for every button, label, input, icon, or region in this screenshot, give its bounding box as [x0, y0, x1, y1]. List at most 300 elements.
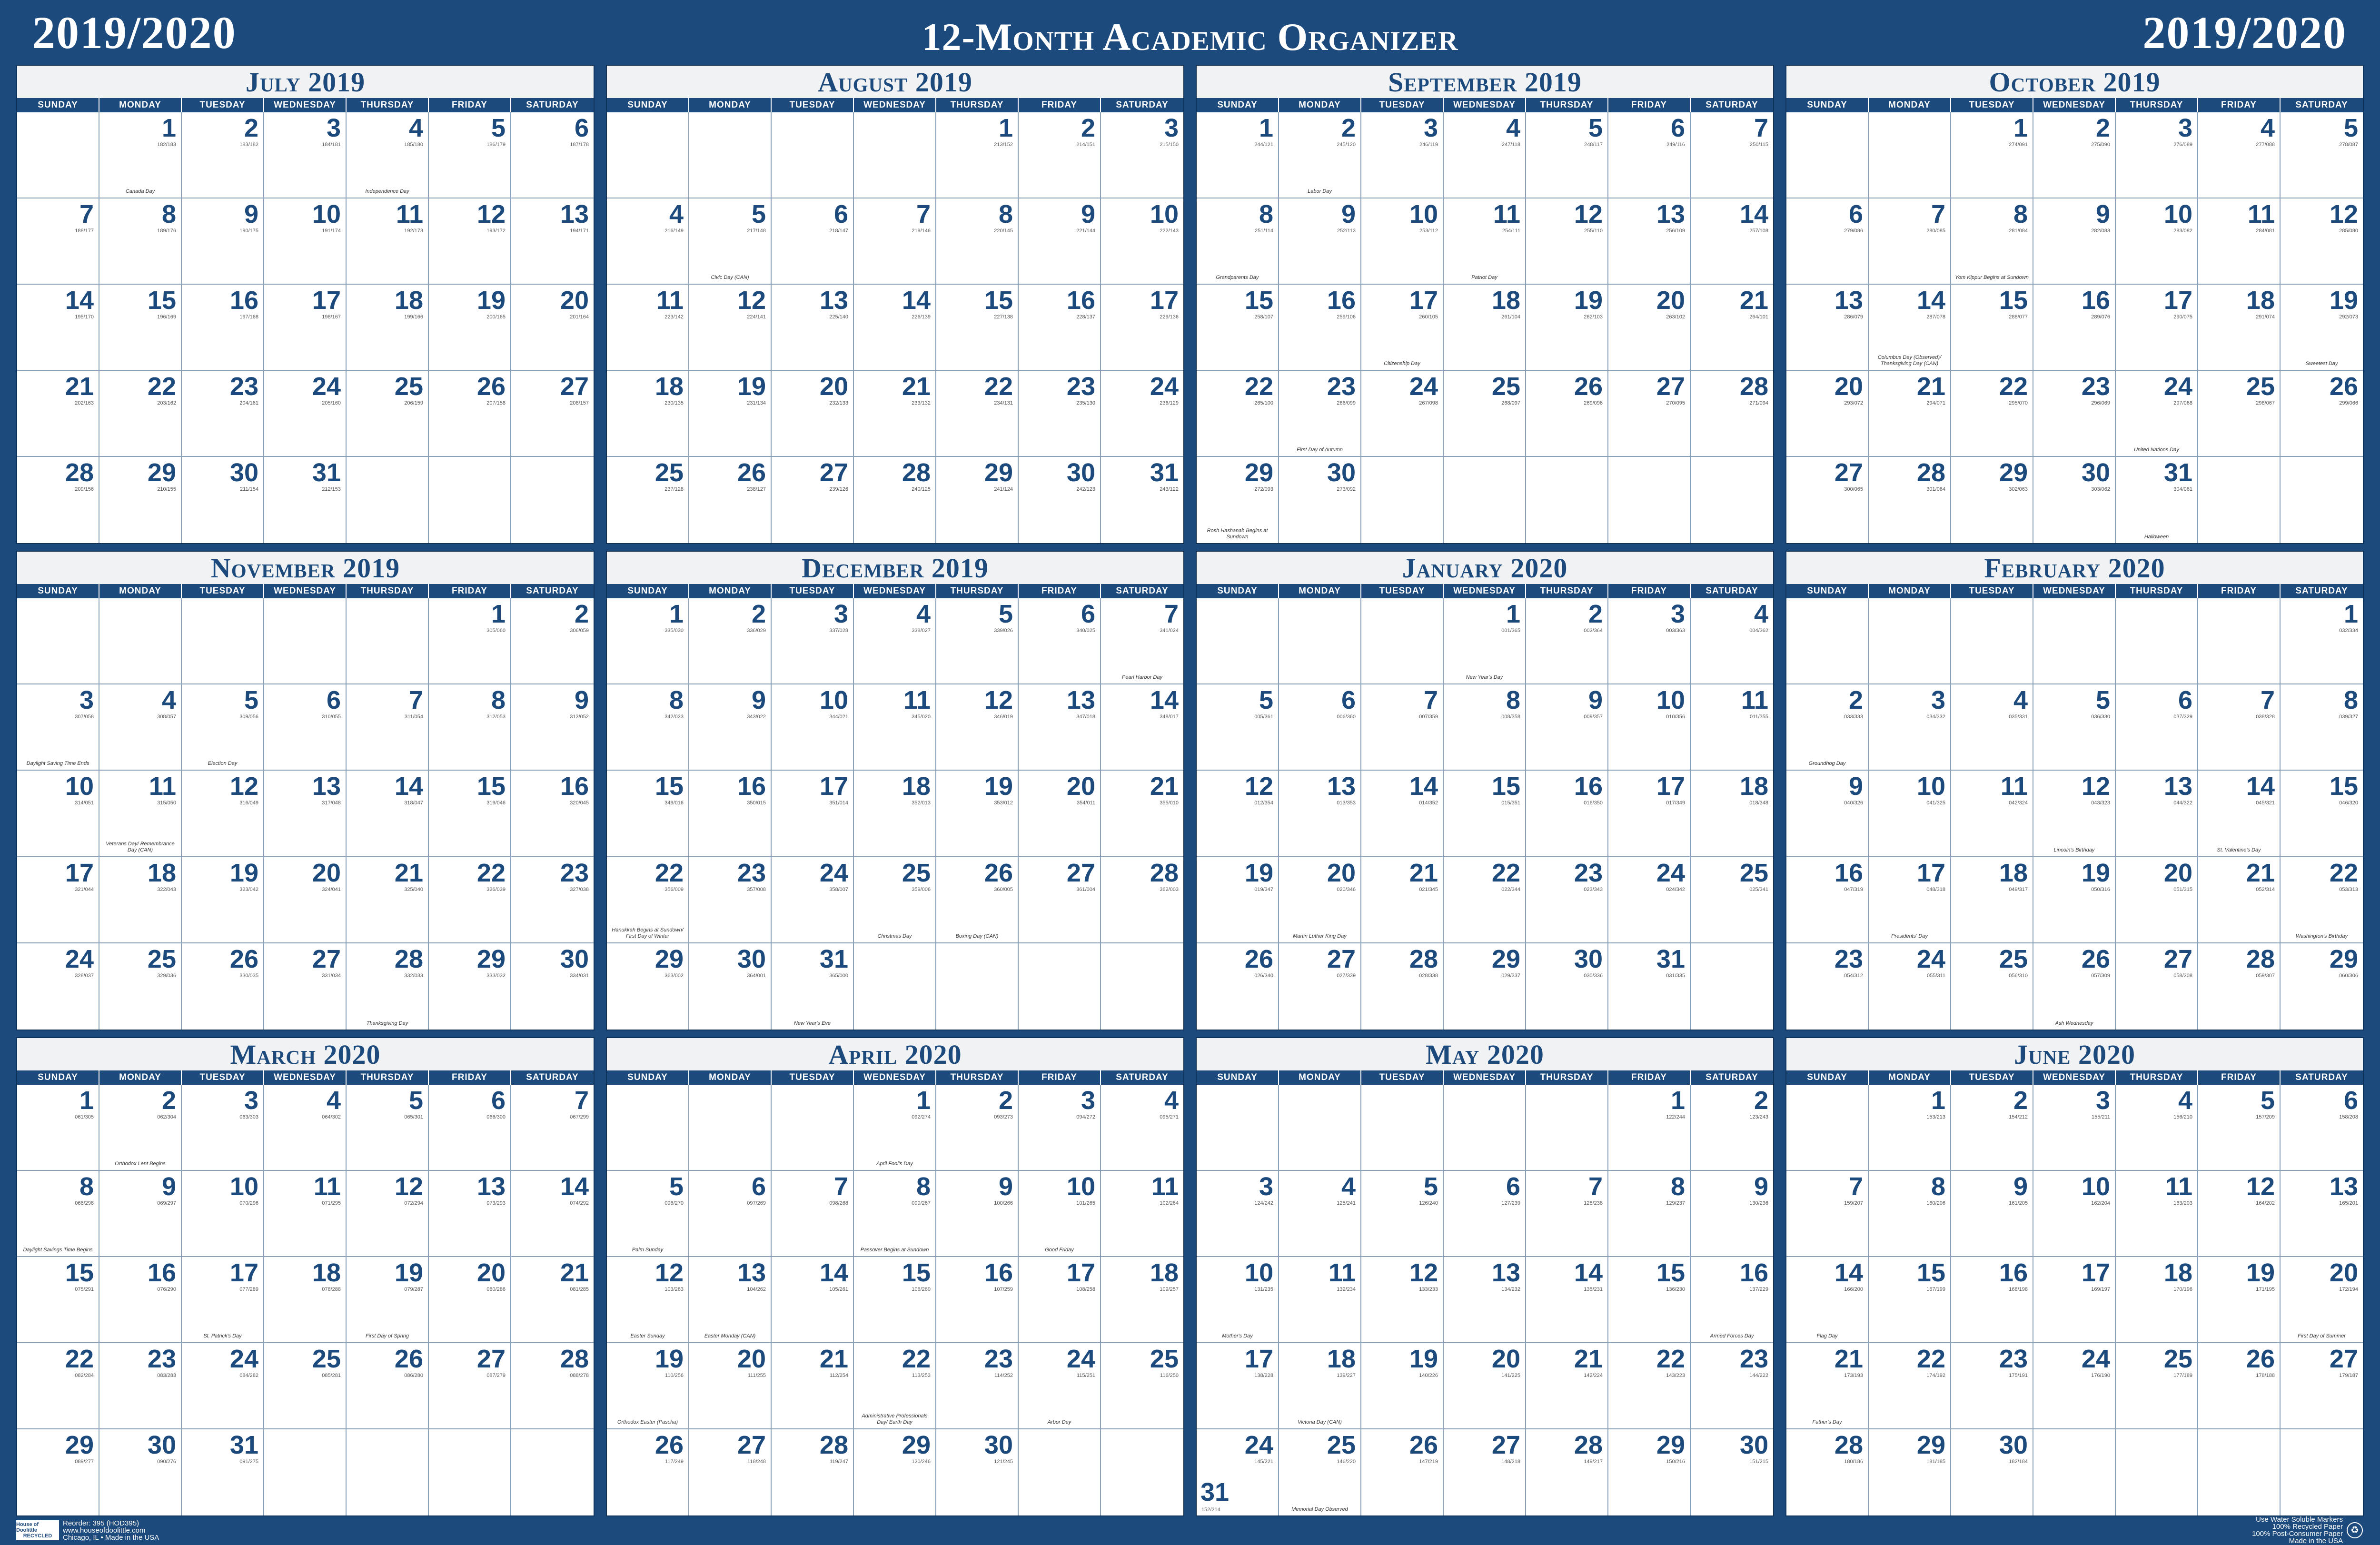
day-cell[interactable]: [689, 943, 772, 1030]
day-cell[interactable]: [1019, 371, 1101, 457]
day-cell[interactable]: [936, 1343, 1019, 1429]
day-cell[interactable]: [511, 198, 594, 285]
day-cell[interactable]: [1869, 371, 1951, 457]
day-cell[interactable]: [1526, 598, 1608, 684]
day-cell[interactable]: [1444, 1171, 1526, 1257]
day-cell[interactable]: [936, 857, 1019, 943]
day-cell[interactable]: [1361, 285, 1444, 371]
day-cell[interactable]: [511, 598, 594, 684]
day-cell[interactable]: [1951, 771, 2033, 857]
day-cell[interactable]: [2198, 1085, 2281, 1171]
day-cell[interactable]: [2116, 1171, 2198, 1257]
day-cell[interactable]: [1869, 1343, 1951, 1429]
day-cell[interactable]: [1101, 198, 1183, 285]
day-cell[interactable]: [1101, 112, 1183, 198]
day-cell[interactable]: [607, 457, 689, 543]
day-cell[interactable]: [689, 771, 772, 857]
day-cell[interactable]: [1019, 857, 1101, 943]
day-cell[interactable]: [429, 771, 511, 857]
day-cell[interactable]: [264, 1171, 347, 1257]
day-cell[interactable]: [182, 1429, 264, 1515]
day-cell[interactable]: [689, 1343, 772, 1429]
day-cell[interactable]: [772, 943, 854, 1030]
day-cell[interactable]: [1279, 457, 1361, 543]
day-cell[interactable]: [772, 1429, 854, 1515]
day-cell[interactable]: [182, 684, 264, 771]
day-cell[interactable]: [1361, 1171, 1444, 1257]
day-cell[interactable]: [1101, 1343, 1183, 1429]
day-cell[interactable]: [1101, 1171, 1183, 1257]
day-cell[interactable]: [1869, 1429, 1951, 1515]
day-cell[interactable]: [607, 285, 689, 371]
day-cell[interactable]: [1444, 1343, 1526, 1429]
day-cell[interactable]: [1197, 857, 1279, 943]
day-cell[interactable]: [1869, 1171, 1951, 1257]
day-cell[interactable]: [854, 1085, 936, 1171]
day-cell[interactable]: [1197, 457, 1279, 543]
day-cell[interactable]: [1019, 1343, 1101, 1429]
day-cell[interactable]: [347, 285, 429, 371]
day-cell[interactable]: [2281, 684, 2363, 771]
day-cell[interactable]: [1279, 198, 1361, 285]
day-cell[interactable]: [1691, 1429, 1773, 1515]
day-cell[interactable]: [1691, 198, 1773, 285]
day-cell[interactable]: [429, 1343, 511, 1429]
day-cell[interactable]: [429, 1171, 511, 1257]
day-cell[interactable]: [99, 285, 182, 371]
day-cell[interactable]: [264, 112, 347, 198]
day-cell[interactable]: [2116, 684, 2198, 771]
day-cell[interactable]: [1197, 943, 1279, 1030]
day-cell[interactable]: [1526, 112, 1608, 198]
day-cell[interactable]: [2116, 857, 2198, 943]
day-cell[interactable]: [772, 457, 854, 543]
day-cell[interactable]: [511, 112, 594, 198]
day-cell[interactable]: [264, 1257, 347, 1343]
day-cell[interactable]: [854, 457, 936, 543]
day-cell[interactable]: [1526, 857, 1608, 943]
day-cell[interactable]: [17, 1257, 99, 1343]
day-cell[interactable]: [511, 1171, 594, 1257]
day-cell[interactable]: [607, 1171, 689, 1257]
day-cell[interactable]: [2033, 198, 2116, 285]
day-cell[interactable]: [1444, 943, 1526, 1030]
day-cell[interactable]: [1444, 1429, 1526, 1515]
day-cell[interactable]: [1951, 457, 2033, 543]
day-cell[interactable]: [17, 198, 99, 285]
day-cell[interactable]: [2033, 857, 2116, 943]
day-cell[interactable]: [17, 285, 99, 371]
day-cell[interactable]: [1101, 684, 1183, 771]
day-cell[interactable]: [1869, 943, 1951, 1030]
day-cell[interactable]: [1361, 1343, 1444, 1429]
day-cell[interactable]: [1869, 457, 1951, 543]
day-cell[interactable]: [689, 1171, 772, 1257]
day-cell[interactable]: [772, 285, 854, 371]
day-cell[interactable]: [1951, 1171, 2033, 1257]
day-cell[interactable]: [429, 598, 511, 684]
day-cell[interactable]: [1691, 112, 1773, 198]
day-cell[interactable]: [1691, 857, 1773, 943]
day-cell[interactable]: [854, 771, 936, 857]
website-link[interactable]: www.houseofdoolittle.com: [63, 1526, 146, 1535]
day-cell[interactable]: [99, 943, 182, 1030]
day-cell[interactable]: [1101, 457, 1183, 543]
day-cell[interactable]: [607, 1429, 689, 1515]
day-cell[interactable]: [936, 1429, 1019, 1515]
day-cell[interactable]: [1019, 112, 1101, 198]
day-cell[interactable]: [429, 1257, 511, 1343]
day-cell[interactable]: [429, 112, 511, 198]
day-cell[interactable]: [2198, 857, 2281, 943]
day-cell[interactable]: [2033, 1257, 2116, 1343]
day-cell[interactable]: [936, 771, 1019, 857]
day-cell[interactable]: [2281, 198, 2363, 285]
day-cell[interactable]: [2116, 1343, 2198, 1429]
day-cell[interactable]: [607, 684, 689, 771]
day-cell[interactable]: [2116, 771, 2198, 857]
day-cell[interactable]: [99, 857, 182, 943]
day-cell[interactable]: [1526, 943, 1608, 1030]
day-cell[interactable]: [99, 684, 182, 771]
day-cell[interactable]: [2033, 371, 2116, 457]
day-cell[interactable]: [1608, 198, 1691, 285]
day-cell[interactable]: [2033, 285, 2116, 371]
day-cell[interactable]: [1786, 1257, 1869, 1343]
day-cell[interactable]: [1608, 1171, 1691, 1257]
day-cell[interactable]: [1279, 112, 1361, 198]
day-cell[interactable]: [182, 112, 264, 198]
day-cell[interactable]: [429, 285, 511, 371]
day-cell[interactable]: [429, 198, 511, 285]
day-cell[interactable]: [347, 1085, 429, 1171]
day-cell[interactable]: [607, 598, 689, 684]
day-cell[interactable]: [1951, 285, 2033, 371]
day-cell[interactable]: [264, 771, 347, 857]
day-cell[interactable]: [1279, 943, 1361, 1030]
day-cell[interactable]: [1951, 857, 2033, 943]
day-cell[interactable]: [2198, 684, 2281, 771]
day-cell[interactable]: [2198, 771, 2281, 857]
day-cell[interactable]: [1361, 857, 1444, 943]
day-cell[interactable]: [936, 684, 1019, 771]
day-cell[interactable]: [1869, 1085, 1951, 1171]
day-cell[interactable]: [2033, 1343, 2116, 1429]
day-cell[interactable]: [2281, 1257, 2363, 1343]
day-cell[interactable]: [854, 198, 936, 285]
day-cell[interactable]: [689, 198, 772, 285]
day-cell[interactable]: [1691, 371, 1773, 457]
day-cell[interactable]: [1101, 857, 1183, 943]
day-cell[interactable]: [1526, 1171, 1608, 1257]
day-cell[interactable]: [1608, 371, 1691, 457]
day-cell[interactable]: [1951, 1343, 2033, 1429]
day-cell[interactable]: [1526, 371, 1608, 457]
day-cell[interactable]: [1444, 112, 1526, 198]
day-cell[interactable]: [2116, 943, 2198, 1030]
day-cell[interactable]: [689, 1429, 772, 1515]
day-cell[interactable]: [17, 684, 99, 771]
day-cell[interactable]: [1786, 1343, 1869, 1429]
day-cell[interactable]: [347, 112, 429, 198]
day-cell[interactable]: [772, 771, 854, 857]
day-cell[interactable]: [17, 771, 99, 857]
day-cell[interactable]: [511, 371, 594, 457]
day-cell[interactable]: [347, 684, 429, 771]
day-cell[interactable]: [1691, 684, 1773, 771]
day-cell[interactable]: [1786, 198, 1869, 285]
day-cell[interactable]: [607, 771, 689, 857]
day-cell[interactable]: [182, 457, 264, 543]
day-cell[interactable]: [2033, 457, 2116, 543]
day-cell[interactable]: [689, 857, 772, 943]
day-cell[interactable]: [99, 1085, 182, 1171]
day-cell[interactable]: [1786, 285, 1869, 371]
day-cell[interactable]: [1279, 371, 1361, 457]
day-cell[interactable]: [1444, 598, 1526, 684]
day-cell[interactable]: [1951, 1429, 2033, 1515]
day-cell[interactable]: [772, 1171, 854, 1257]
day-cell[interactable]: [1691, 1257, 1773, 1343]
day-cell[interactable]: [2116, 285, 2198, 371]
day-cell[interactable]: [99, 1429, 182, 1515]
day-cell[interactable]: [2281, 112, 2363, 198]
day-cell[interactable]: [1444, 371, 1526, 457]
day-cell[interactable]: [936, 371, 1019, 457]
day-cell[interactable]: [1786, 771, 1869, 857]
day-cell[interactable]: [1019, 198, 1101, 285]
day-cell[interactable]: [607, 371, 689, 457]
day-cell[interactable]: [1361, 371, 1444, 457]
day-cell[interactable]: [429, 371, 511, 457]
day-cell[interactable]: [264, 371, 347, 457]
day-cell[interactable]: [511, 285, 594, 371]
day-cell[interactable]: [1786, 1429, 1869, 1515]
day-cell[interactable]: [936, 598, 1019, 684]
day-cell[interactable]: [1101, 371, 1183, 457]
day-cell[interactable]: [182, 285, 264, 371]
day-cell[interactable]: [1786, 684, 1869, 771]
day-cell[interactable]: [1361, 112, 1444, 198]
day-cell[interactable]: [1869, 684, 1951, 771]
day-cell[interactable]: [99, 1171, 182, 1257]
day-cell[interactable]: [854, 371, 936, 457]
day-cell[interactable]: [182, 771, 264, 857]
day-cell[interactable]: [1691, 1085, 1773, 1171]
day-cell[interactable]: [1608, 1343, 1691, 1429]
day-cell[interactable]: [1019, 1257, 1101, 1343]
day-cell[interactable]: [2198, 198, 2281, 285]
day-cell[interactable]: [1526, 1257, 1608, 1343]
day-cell[interactable]: [854, 1171, 936, 1257]
day-cell[interactable]: [1197, 1257, 1279, 1343]
day-cell[interactable]: [429, 1085, 511, 1171]
day-cell[interactable]: [2033, 943, 2116, 1030]
day-cell[interactable]: [1019, 684, 1101, 771]
day-cell[interactable]: [2198, 1257, 2281, 1343]
day-cell[interactable]: [2281, 943, 2363, 1030]
day-cell[interactable]: [182, 857, 264, 943]
day-cell[interactable]: [264, 457, 347, 543]
day-cell[interactable]: [99, 457, 182, 543]
day-cell[interactable]: [854, 1429, 936, 1515]
day-cell[interactable]: [2281, 285, 2363, 371]
day-cell[interactable]: [689, 457, 772, 543]
day-cell[interactable]: [936, 112, 1019, 198]
day-cell[interactable]: [264, 285, 347, 371]
day-cell[interactable]: [1019, 598, 1101, 684]
day-cell[interactable]: [1869, 198, 1951, 285]
day-cell[interactable]: [1869, 1257, 1951, 1343]
day-cell[interactable]: [1869, 285, 1951, 371]
day-cell[interactable]: [772, 1343, 854, 1429]
day-cell[interactable]: [1444, 684, 1526, 771]
day-cell[interactable]: [1361, 1429, 1444, 1515]
day-cell[interactable]: [1526, 1429, 1608, 1515]
day-cell[interactable]: [1691, 771, 1773, 857]
day-cell[interactable]: [182, 198, 264, 285]
day-cell[interactable]: [1526, 1343, 1608, 1429]
day-cell[interactable]: [2281, 1343, 2363, 1429]
day-cell[interactable]: [1197, 112, 1279, 198]
day-cell[interactable]: [511, 1257, 594, 1343]
day-cell[interactable]: [607, 943, 689, 1030]
day-cell[interactable]: [2033, 771, 2116, 857]
day-cell[interactable]: [264, 1085, 347, 1171]
day-cell[interactable]: [2116, 371, 2198, 457]
day-cell[interactable]: [347, 771, 429, 857]
day-cell[interactable]: [347, 1171, 429, 1257]
day-cell[interactable]: [2033, 1171, 2116, 1257]
day-cell[interactable]: [2033, 112, 2116, 198]
day-cell[interactable]: [1279, 771, 1361, 857]
day-cell[interactable]: [854, 285, 936, 371]
day-cell[interactable]: [1197, 1429, 1279, 1515]
day-cell[interactable]: [1608, 943, 1691, 1030]
day-cell[interactable]: [2116, 1085, 2198, 1171]
day-cell[interactable]: [1101, 1085, 1183, 1171]
day-cell[interactable]: [1951, 943, 2033, 1030]
day-cell[interactable]: [347, 371, 429, 457]
day-cell[interactable]: [264, 684, 347, 771]
day-cell[interactable]: [854, 598, 936, 684]
day-cell[interactable]: [429, 943, 511, 1030]
day-cell[interactable]: [1197, 285, 1279, 371]
day-cell[interactable]: [511, 684, 594, 771]
day-cell[interactable]: [2198, 943, 2281, 1030]
day-cell[interactable]: [1101, 1257, 1183, 1343]
day-cell[interactable]: [511, 1343, 594, 1429]
day-cell[interactable]: [2116, 1257, 2198, 1343]
day-cell[interactable]: [2198, 285, 2281, 371]
day-cell[interactable]: [1197, 1343, 1279, 1429]
day-cell[interactable]: [854, 1343, 936, 1429]
day-cell[interactable]: [1361, 198, 1444, 285]
day-cell[interactable]: [347, 857, 429, 943]
day-cell[interactable]: [99, 771, 182, 857]
day-cell[interactable]: [182, 1343, 264, 1429]
day-cell[interactable]: [182, 1085, 264, 1171]
day-cell[interactable]: [936, 285, 1019, 371]
day-cell[interactable]: [1786, 371, 1869, 457]
day-cell[interactable]: [347, 943, 429, 1030]
day-cell[interactable]: [1279, 857, 1361, 943]
day-cell[interactable]: [99, 1343, 182, 1429]
day-cell[interactable]: [1786, 1171, 1869, 1257]
day-cell[interactable]: [1197, 1171, 1279, 1257]
day-cell[interactable]: [511, 771, 594, 857]
day-cell[interactable]: [607, 857, 689, 943]
day-cell[interactable]: [99, 112, 182, 198]
day-cell[interactable]: [2281, 371, 2363, 457]
day-cell[interactable]: [1019, 457, 1101, 543]
day-cell[interactable]: [2033, 684, 2116, 771]
day-cell[interactable]: [1197, 198, 1279, 285]
day-cell[interactable]: [1951, 198, 2033, 285]
day-cell[interactable]: [772, 1257, 854, 1343]
day-cell[interactable]: [1608, 598, 1691, 684]
day-cell[interactable]: [936, 198, 1019, 285]
day-cell[interactable]: [854, 857, 936, 943]
day-cell[interactable]: [1101, 285, 1183, 371]
day-cell[interactable]: [607, 198, 689, 285]
day-cell[interactable]: [1019, 1171, 1101, 1257]
day-cell[interactable]: [1608, 1257, 1691, 1343]
day-cell[interactable]: [854, 684, 936, 771]
day-cell[interactable]: [1444, 285, 1526, 371]
day-cell[interactable]: [689, 684, 772, 771]
day-cell[interactable]: [936, 457, 1019, 543]
day-cell[interactable]: [607, 1343, 689, 1429]
day-cell[interactable]: [689, 598, 772, 684]
day-cell[interactable]: [2198, 1171, 2281, 1257]
day-cell[interactable]: [1279, 1171, 1361, 1257]
day-cell[interactable]: [1691, 1343, 1773, 1429]
day-cell[interactable]: [2033, 1085, 2116, 1171]
day-cell[interactable]: [689, 371, 772, 457]
day-cell[interactable]: [1869, 771, 1951, 857]
day-cell[interactable]: [772, 684, 854, 771]
day-cell[interactable]: [182, 1171, 264, 1257]
day-cell[interactable]: [1361, 771, 1444, 857]
day-cell[interactable]: [347, 198, 429, 285]
day-cell[interactable]: [17, 371, 99, 457]
day-cell[interactable]: [1786, 943, 1869, 1030]
day-cell[interactable]: [1197, 684, 1279, 771]
day-cell[interactable]: [429, 857, 511, 943]
day-cell[interactable]: [2116, 198, 2198, 285]
day-cell[interactable]: [2281, 598, 2363, 684]
day-cell[interactable]: [772, 371, 854, 457]
day-cell[interactable]: [1019, 1085, 1101, 1171]
day-cell[interactable]: [1869, 857, 1951, 943]
day-cell[interactable]: [1526, 198, 1608, 285]
day-cell[interactable]: [1361, 684, 1444, 771]
day-cell[interactable]: [689, 285, 772, 371]
day-cell[interactable]: [511, 943, 594, 1030]
day-cell[interactable]: [2281, 857, 2363, 943]
day-cell[interactable]: [347, 1343, 429, 1429]
day-cell[interactable]: [264, 1343, 347, 1429]
day-cell[interactable]: [1279, 1343, 1361, 1429]
day-cell[interactable]: [854, 1257, 936, 1343]
day-cell[interactable]: [1691, 598, 1773, 684]
day-cell[interactable]: [2281, 1085, 2363, 1171]
day-cell[interactable]: [1101, 598, 1183, 684]
day-cell[interactable]: [1951, 371, 2033, 457]
day-cell[interactable]: [1361, 943, 1444, 1030]
day-cell[interactable]: [17, 1171, 99, 1257]
